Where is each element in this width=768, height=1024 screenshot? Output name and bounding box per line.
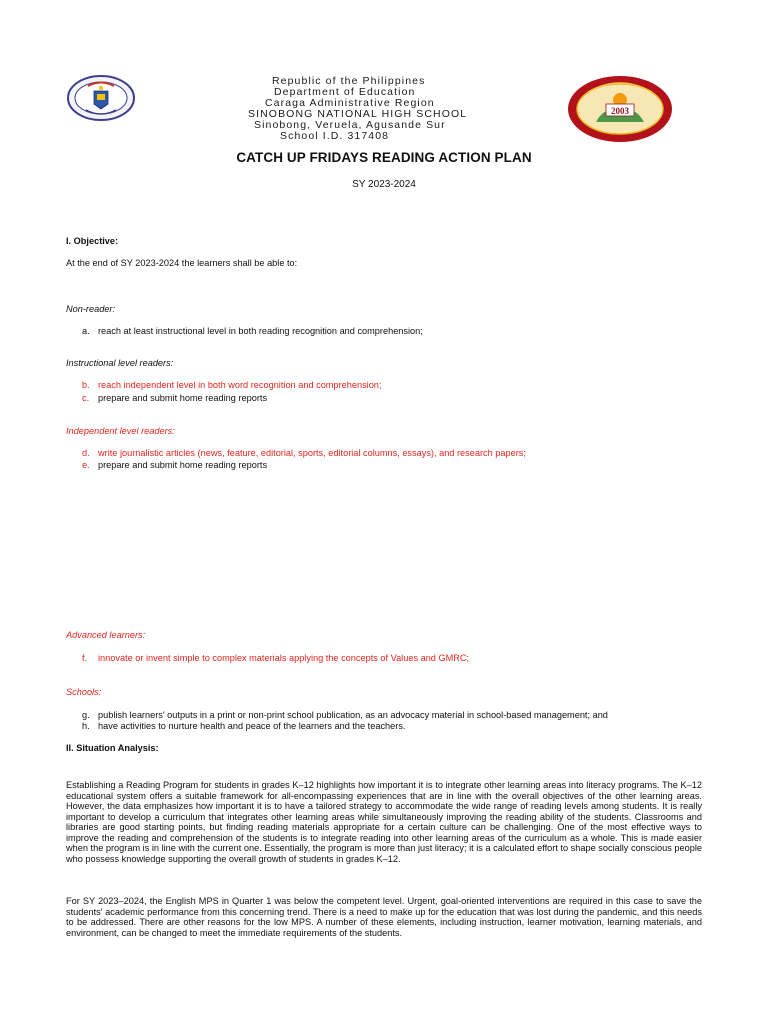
list-marker: c. (82, 393, 90, 403)
objective-intro: At the end of SY 2023-2024 the learners shall be able to: (66, 258, 298, 268)
list-text: prepare and submit home reading reports (98, 460, 268, 470)
list-marker: f. (82, 653, 88, 663)
seal-year: 2003 (611, 106, 629, 116)
list-text: reach independent level in both word recognition and comprehension; (98, 380, 382, 390)
situation-heading: II. Situation Analysis: (66, 743, 159, 753)
list-text: prepare and submit home reading reports (98, 393, 268, 403)
group-label-advanced: Advanced learners: (66, 630, 146, 640)
list-marker: e. (82, 460, 90, 470)
list-marker: b. (82, 380, 90, 390)
letterhead-republic: Republic of the Philippines (272, 75, 426, 87)
letterhead-address: Sinobong, Veruela, Agusande Sur (254, 119, 446, 131)
group-label-independent: Independent level readers: (66, 426, 175, 436)
situation-paragraph-1: Establishing a Reading Program for students in grades K–12 highlights how important it is to integrate other learning areas into literacy programs. The K–12 educational system offers a suitable framework for all-encompassing experiences that are in line with the overall objectives of the other learning areas. However, the data emphasizes how important it is to have a tailored strategy to accommodate the wide range of reading levels among students. It is really important to develop a curriculum that integrates other learning areas while simultaneously improving the reading ability of the students. Classrooms and libraries are good starting points, but finding reading materials appropriate for a certain culture can be challenging. One of the most effective ways to improve the reading and comprehension of the students is to integrate reading into other learning areas of the curriculum as a whole. This is made easier when the program is in line with the current one. Essentially, the program is more than just literacy; it is a calculated effort to shape socially conscious people who possess knowledge supporting the overall growth of students in grades K–12. (66, 780, 702, 864)
list-marker: a. (82, 326, 90, 336)
list-marker: g. (82, 710, 90, 720)
situation-paragraph-2: For SY 2023–2024, the English MPS in Quarter 1 was below the competent level. Urgent, goal-oriented interventions are required in this case to save the students' academic performance from this concerning trend. There is a need to make up for the education that was lost during the pandemic, and this needs to be addressed. There are other reasons for the low MPS. A number of these elements, including instruction, learner motivation, learning materials, and environment, can be changed to meet the immediate requirements of the students. (66, 896, 702, 938)
list-text: reach at least instructional level in both reading recognition and comprehension; (98, 326, 423, 336)
list-text: innovate or invent simple to complex materials applying the concepts of Values and GMRC; (98, 653, 470, 663)
objective-heading: I. Objective: (66, 236, 119, 246)
deped-seal-icon (66, 74, 136, 122)
list-marker: h. (82, 721, 90, 731)
group-label-instructional: Instructional level readers: (66, 358, 174, 368)
document-title: CATCH UP FRIDAYS READING ACTION PLAN (236, 150, 532, 165)
group-label-schools: Schools: (66, 687, 102, 697)
list-text: publish learners' outputs in a print or non-print school publication, as an advocacy material in school-based management; and (98, 710, 608, 720)
school-seal-icon (566, 74, 674, 144)
list-text: have activities to nurture health and peace of the learners and the teachers. (98, 721, 406, 731)
school-year: SY 2023-2024 (352, 179, 416, 190)
letterhead-region: Caraga Administrative Region (265, 97, 435, 109)
letterhead-department: Department of Education (274, 86, 416, 98)
group-label-non-reader: Non-reader: (66, 304, 116, 314)
letterhead-school: SINOBONG NATIONAL HIGH SCHOOL (248, 108, 468, 120)
letterhead-school-id: School I.D. 317408 (280, 130, 390, 142)
list-marker: d. (82, 448, 90, 458)
letterhead (240, 76, 540, 142)
list-text: write journalistic articles (news, feature, editorial, sports, editorial columns, essays), and research papers; (98, 448, 526, 458)
